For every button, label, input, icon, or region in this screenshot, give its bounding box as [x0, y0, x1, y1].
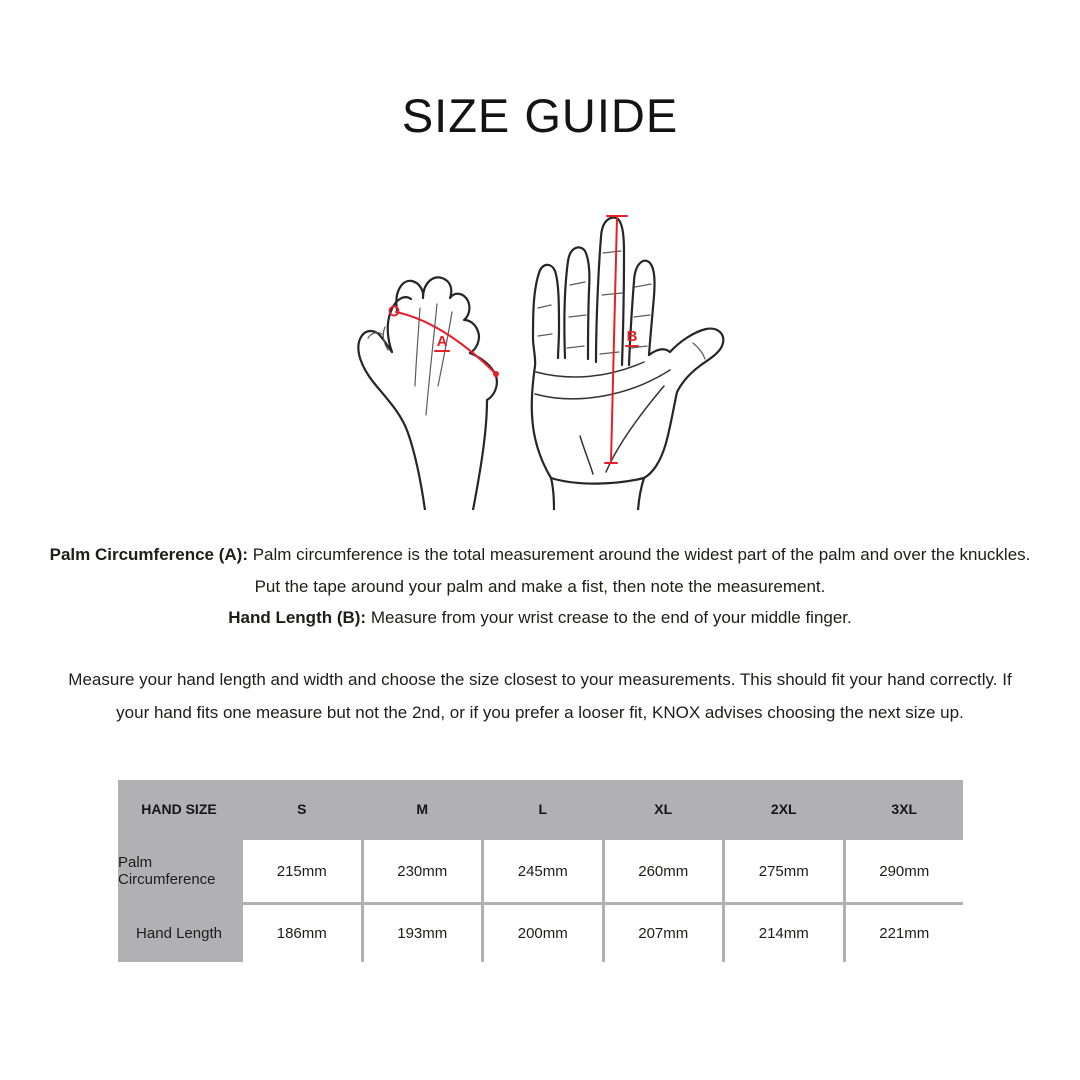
palm-circumference-l: 245mm — [484, 840, 602, 902]
size-chart-table — [118, 780, 963, 962]
page-title: SIZE GUIDE — [401, 89, 679, 142]
hand-length-m: 193mm — [364, 905, 482, 962]
measurement-a-label: A — [436, 333, 448, 350]
column-header-2xl: 2XL — [770, 800, 797, 817]
palm-circumference-m: 230mm — [364, 840, 482, 902]
palm-circumference-2xl: 275mm — [725, 840, 843, 902]
measure-a-end-dot — [493, 371, 499, 377]
hand-length-text: Measure from your wrist crease to the end of your middle finger. — [366, 608, 852, 627]
palm-circumference-3xl: 290mm — [846, 840, 964, 902]
measurement-b-label: B — [626, 328, 638, 345]
hands-illustration — [330, 190, 750, 510]
palm-circumference-s: 215mm — [243, 840, 361, 902]
hand-length-3xl: 221mm — [846, 905, 964, 962]
tape-instruction: Put the tape around your palm and make a fist, then note the measurement. — [254, 576, 826, 596]
fit-advice-note: Measure your hand length and width and choose the size closest to your measurements. This should fit your hand correctly. If your hand fits one measure but not the 2nd, or if you prefer a looser fit, KNOX advises choosing the next size up. — [68, 670, 1012, 722]
hand-length-line — [611, 217, 617, 462]
column-header-l: L — [538, 800, 548, 817]
hand-length-lead: Hand Length (B): — [228, 608, 367, 627]
hand-length-instruction — [0, 602, 1080, 634]
column-header-3xl: 3XL — [891, 800, 918, 817]
palm-circumference-instruction — [0, 539, 1080, 571]
column-header-s: S — [297, 800, 307, 817]
palm-circumference-lead: Palm Circumference (A): — [49, 545, 248, 564]
hand-measurement-diagram — [330, 190, 750, 510]
fist-hand-drawing — [358, 277, 499, 510]
row-label-hand-length: Hand Length — [136, 925, 222, 942]
palm-circumference-xl: 260mm — [605, 840, 723, 902]
open-palm-drawing — [532, 216, 724, 510]
column-header-m: M — [416, 800, 429, 817]
measurement-instructions — [0, 539, 1080, 634]
palm-circumference-text: Palm circumference is the total measurement around the widest part of the palm and over the knuckles. — [248, 545, 1031, 564]
column-header-xl: XL — [654, 800, 673, 817]
row-label-palm-circumference: Palm Circumference — [118, 854, 216, 888]
hand-length-2xl: 214mm — [725, 905, 843, 962]
hand-length-xl: 207mm — [605, 905, 723, 962]
hand-length-s: 186mm — [243, 905, 361, 962]
hand-length-l: 200mm — [484, 905, 602, 962]
column-header-hand-size: HAND SIZE — [141, 800, 217, 817]
